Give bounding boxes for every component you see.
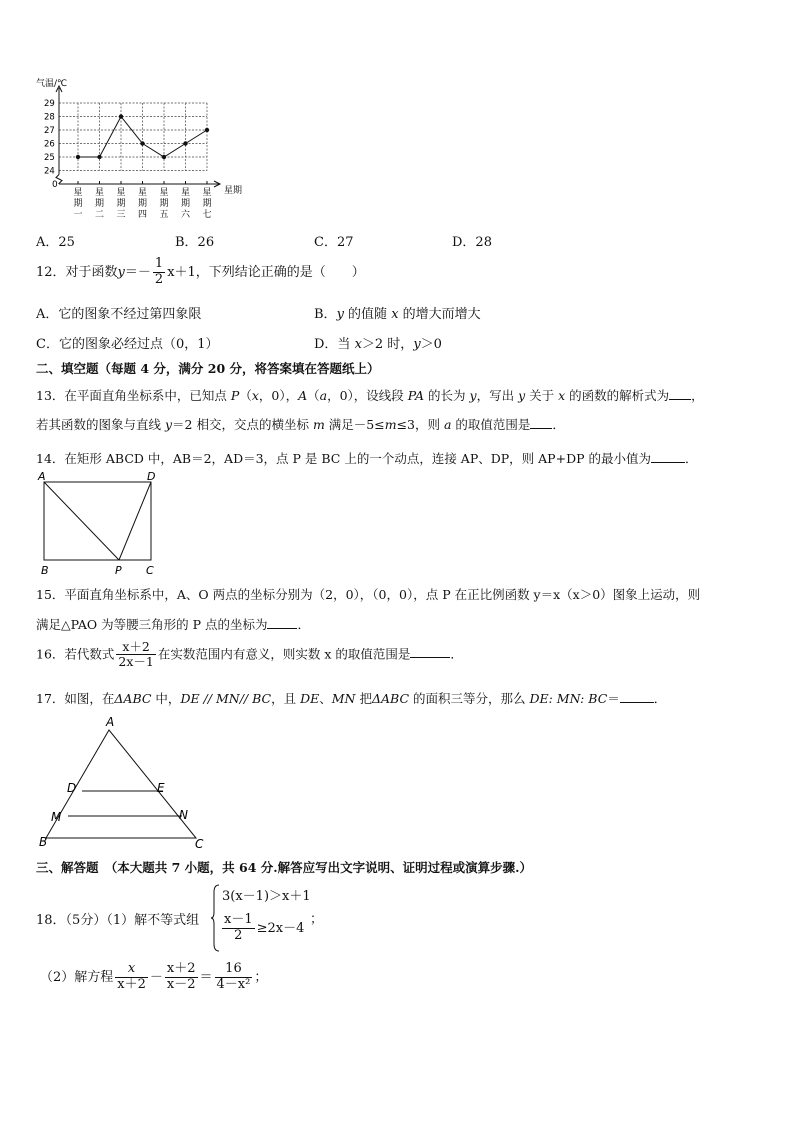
q13-l2-m: m — [312, 417, 325, 432]
q17-t3: DE — [300, 691, 320, 706]
q17-p1: 17．如图，在 — [36, 691, 115, 706]
q13-l2-t4: ≤3，则 — [396, 417, 444, 432]
q11-option-b: B．26 — [175, 235, 215, 250]
q18-minus: － — [149, 969, 163, 985]
q17-p2: 中， — [151, 691, 181, 706]
q18-ineq2-num: x－1 — [224, 912, 253, 927]
q17-t2: DE // MN// BC — [180, 691, 272, 706]
q18-inequality-system — [210, 884, 320, 952]
x-tick-label: 期 — [73, 199, 83, 209]
y-tick-label: 28 — [44, 112, 55, 123]
q15-text: 满足△PAO 为等腰三角形的 P 点的坐标为 — [36, 617, 268, 632]
q14-label-d: D — [147, 470, 156, 483]
q12-b-y: y — [336, 307, 344, 322]
y-tick-label: 27 — [44, 126, 55, 136]
y-tick-label: 24 — [44, 166, 55, 177]
q17-t6: DE: MN: BC — [529, 691, 608, 706]
q12-frac-den: 2 — [154, 271, 164, 287]
x-tick-label: 三 — [116, 210, 126, 220]
q14-label-p: P — [115, 564, 122, 577]
x-tick-label: 星 — [159, 188, 169, 198]
q17-end: ． — [653, 691, 667, 706]
x-tick-label: 期 — [116, 199, 126, 209]
data-point — [140, 141, 144, 145]
q12-tail: x＋1，下列结论正确的是（ ） — [167, 264, 365, 280]
q18-frac2 — [165, 962, 198, 993]
q12-d-2: ＞2 时， — [361, 337, 414, 352]
q14-label-b: B — [41, 564, 49, 577]
q18-eq: ＝ — [199, 969, 213, 985]
x-tick-label: 一 — [73, 210, 83, 220]
data-point — [205, 128, 209, 132]
x-tick-label: 六 — [181, 210, 191, 220]
q13-A: A — [298, 388, 308, 403]
segment-ap — [44, 482, 119, 560]
data-point — [162, 155, 166, 159]
q17-label-m: M — [51, 810, 62, 824]
q18-inequality-2 — [220, 913, 304, 944]
q18-inequality-1: 3(x－1)＞x＋1 — [222, 889, 311, 904]
q17-p4: 、 — [319, 691, 332, 706]
q16-fraction — [116, 640, 155, 670]
q14-text: 14．在矩形 ABCD 中，AB＝2，AD＝3，点 P 是 BC 上的一个动点，连接 AP、DP，则 AP+DP 的最小值为 — [36, 451, 651, 466]
x-tick-label: 星 — [138, 188, 148, 198]
q13-l2-t1: 若其函数的图象与直线 — [36, 417, 165, 432]
q13-P: P — [230, 388, 240, 403]
q13-line2 — [36, 415, 565, 433]
q12-b-1: B． — [314, 307, 337, 322]
q12-option-a: A．它的图象不经过第四象限 — [36, 307, 202, 322]
q13-t6: 的长为 — [424, 388, 470, 403]
x-tick-label: 星 — [95, 188, 105, 198]
x-tick-label: 星 — [116, 188, 126, 198]
q17-label-d: D — [67, 781, 77, 795]
q16-num: x＋2 — [116, 640, 155, 655]
section2-title: 二、填空题（每题 4 分，满分 20 分，将答案填在答题纸上） — [36, 361, 380, 376]
q11-option-a: A．25 — [36, 235, 75, 250]
q14-stem — [36, 449, 698, 467]
q12-option-d — [314, 333, 442, 352]
q16-stem — [36, 640, 463, 670]
q18-frac2-num: x＋2 — [166, 961, 196, 976]
q14-label-c: C — [146, 564, 154, 577]
q18-frac3-den: 4－x² — [216, 976, 251, 992]
q13-a: a — [319, 388, 328, 403]
data-point — [183, 141, 187, 145]
x-tick-label: 二 — [95, 210, 105, 220]
data-point — [76, 155, 80, 159]
q13-l2-t3: 满足－5≤ — [324, 417, 385, 432]
chart-x-ticks — [74, 181, 212, 220]
q13-l2-t2: ＝2 相交，交点的横坐标 — [172, 417, 313, 432]
q13-PA: PA — [407, 388, 425, 403]
q17-p3: ，且 — [271, 691, 301, 706]
chart-origin-label: 0 — [52, 180, 58, 190]
q13-t4: （ — [307, 388, 320, 403]
q18-ineq2-fraction — [222, 913, 255, 944]
x-tick-label: 星 — [202, 188, 212, 198]
q12-d-y: y — [413, 337, 421, 352]
q17-p5: 把 — [355, 691, 372, 706]
q11-option-d: D．28 — [452, 235, 492, 250]
q17-label-a: A — [106, 715, 115, 729]
q17-t5: ΔABC — [371, 691, 410, 706]
q13-line1 — [36, 386, 704, 404]
q12-number: 12．对于函数 — [36, 264, 118, 280]
q13-t8: 关于 — [525, 388, 559, 403]
q16-prefix: 16．若代数式 — [36, 646, 115, 662]
q12-fraction — [153, 257, 165, 288]
q12-d-3: ＞0 — [420, 337, 442, 352]
y-tick-label: 29 — [44, 99, 55, 109]
y-tick-label: 26 — [44, 139, 55, 150]
q18-part2-label: （2）解方程 — [40, 969, 114, 985]
q14-rectangle-figure — [36, 468, 166, 578]
chart-y-axis-label: 气温/℃ — [36, 79, 68, 89]
q13-y2: y — [518, 388, 526, 403]
q17-label-n: N — [179, 808, 188, 822]
q18-frac3 — [215, 962, 253, 993]
q12-frac-num: 1 — [154, 256, 164, 271]
q13-answer-blank-2[interactable] — [530, 416, 552, 429]
q13-y: y — [469, 388, 477, 403]
q13-answer-blank-1[interactable] — [669, 387, 691, 400]
q14-label-a: A — [38, 470, 46, 483]
q17-label-e: E — [157, 781, 165, 795]
q12-y: y — [117, 264, 125, 280]
q13-l2-t6: ． — [552, 417, 565, 432]
q12-b-x: x — [391, 307, 399, 322]
q13-l2-y: y — [164, 417, 173, 432]
segment-dp — [119, 482, 151, 560]
temperature-line-chart — [30, 72, 260, 222]
q18-part1-label: 18．（5分）（1）解不等式组 — [36, 913, 200, 928]
q12-eq: ＝－ — [124, 264, 151, 280]
q17-t1: ΔABC — [114, 691, 152, 706]
q13-x2: x — [558, 388, 566, 403]
q17-t4: MN — [331, 691, 356, 706]
x-tick-label: 期 — [159, 199, 169, 209]
q17-answer-blank[interactable] — [620, 690, 654, 703]
q17-label-c: C — [195, 837, 204, 851]
q16-end: ． — [450, 646, 463, 662]
y-tick-label: 25 — [44, 153, 55, 163]
q13-t7: ，写出 — [476, 388, 519, 403]
q17-p7: ＝ — [607, 691, 620, 706]
data-point — [97, 155, 101, 159]
q12-stem — [36, 257, 365, 288]
q13-t10: ， — [691, 388, 704, 403]
q13-l2-t5: 的取值范围是 — [451, 417, 531, 432]
q17-stem — [36, 689, 666, 707]
q12-d-x: x — [354, 337, 362, 352]
q15-end: ． — [297, 617, 310, 632]
q18-frac1 — [115, 962, 148, 993]
chart-grid — [56, 86, 220, 187]
chart-y-ticks — [44, 99, 55, 177]
q18-ineq2-den: 2 — [234, 927, 243, 943]
q18-part2 — [40, 962, 267, 993]
q13-t2: （ — [239, 388, 252, 403]
q13-t9: 的函数的解析式为 — [565, 388, 670, 403]
q12-d-1: D．当 — [314, 337, 355, 352]
data-point — [119, 114, 123, 118]
q14-end: ． — [684, 451, 698, 466]
q12-option-b — [314, 303, 481, 322]
q18-semicolon-2: ； — [254, 969, 268, 985]
q13-l2-a: a — [443, 417, 452, 432]
q16-answer-blank[interactable] — [410, 645, 450, 658]
x-tick-label: 期 — [95, 199, 105, 209]
x-tick-label: 期 — [202, 199, 212, 209]
q18-frac3-num: 16 — [215, 962, 253, 978]
q16-den: 2x－1 — [118, 654, 154, 670]
q13-t3: ，0）， — [258, 388, 299, 403]
q17-label-b: B — [39, 835, 48, 849]
q18-frac1-den: x＋2 — [117, 976, 146, 992]
chart-x-axis-label: 星期 — [224, 186, 243, 196]
q14-answer-blank[interactable] — [651, 450, 685, 463]
q16-suffix: 在实数范围内有意义，则实数 x 的取值范围是 — [157, 646, 411, 662]
q17-triangle-figure — [36, 712, 216, 852]
q17-p6: 的面积三等分，那么 — [409, 691, 530, 706]
q13-t5: ，0），设线段 — [327, 388, 408, 403]
q13-l2-m2: m — [384, 417, 397, 432]
q18-frac2-den: x－2 — [166, 976, 196, 992]
q12-option-c: C．它的图象必经过点（0，1） — [36, 337, 219, 352]
q15-line2 — [36, 615, 310, 633]
q11-option-c: C．27 — [314, 235, 354, 250]
x-tick-label: 五 — [159, 210, 169, 220]
q13-x: x — [251, 388, 259, 403]
x-tick-label: 星 — [73, 188, 83, 198]
section3-title: 三、解答题 （本大题共 7 小题，共 64 分.解答应写出文字说明、证明过程或演算步骤.） — [36, 860, 532, 875]
q13-t1: 13．在平面直角坐标系中，已知点 — [36, 388, 231, 403]
q18-frac1-num: x — [115, 962, 148, 978]
q12-b-2: 的值随 — [343, 307, 392, 322]
x-tick-label: 星 — [181, 188, 191, 198]
series-line — [78, 117, 207, 158]
x-tick-label: 四 — [138, 210, 148, 220]
q18-semicolon: ； — [310, 912, 324, 927]
q15-answer-blank[interactable] — [267, 616, 297, 629]
brace-icon — [210, 884, 220, 952]
x-tick-label: 期 — [138, 199, 148, 209]
x-tick-label: 七 — [202, 210, 212, 220]
q12-b-3: 的增大而增大 — [398, 307, 481, 322]
x-tick-label: 期 — [181, 199, 191, 209]
q15-line1: 15．平面直角坐标系中，A、O 两点的坐标分别为（2，0），（0，0），点 P 在正比例函数 y＝x（x＞0）图象上运动，则 — [36, 587, 701, 602]
q18-ineq2-tail: ≥2x－4 — [256, 920, 305, 936]
